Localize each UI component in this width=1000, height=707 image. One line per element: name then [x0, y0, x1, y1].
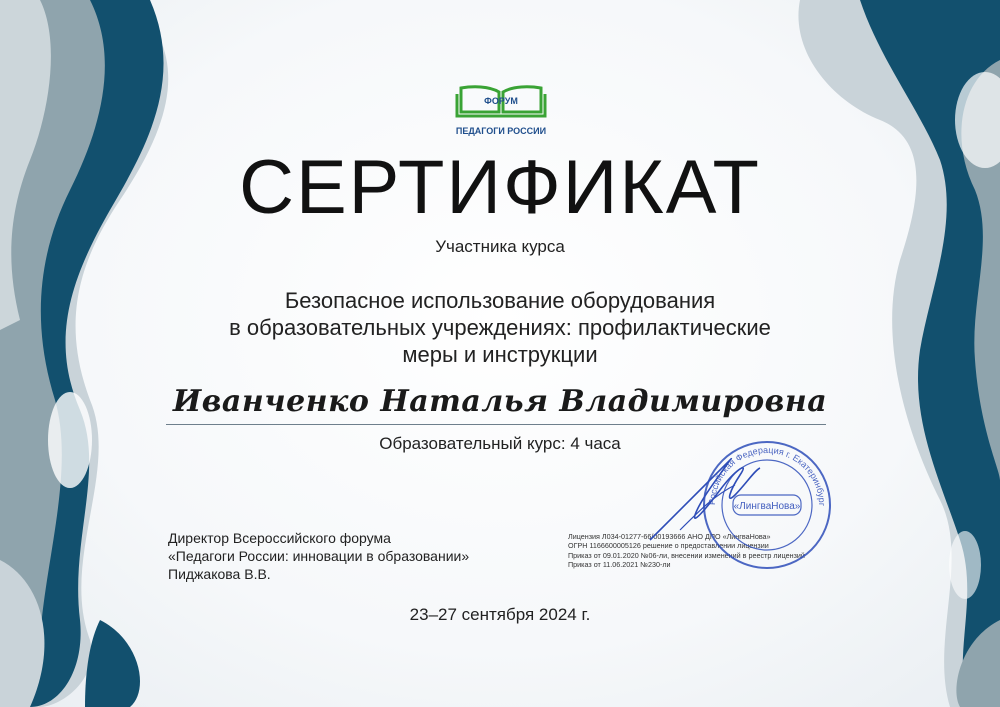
certificate-date: 23–27 сентября 2024 г.: [409, 605, 591, 624]
forum-logo: [455, 80, 547, 140]
course-title-line: в образовательных учреждениях: профилактические: [229, 315, 771, 340]
course-title-line: Безопасное использование оборудования: [284, 288, 716, 313]
organization-stamp: [700, 438, 834, 572]
participant-name: Иванченко Наталья Владимировна: [172, 384, 828, 419]
course-title: [0, 287, 1000, 368]
license-line: Приказ от 11.06.2021 №230-ли: [568, 560, 671, 570]
course-duration: Образовательный курс: 4 часа: [379, 434, 621, 453]
director-line: «Педагоги России: инновации в образовании»: [168, 548, 470, 564]
director-line: Пиджакова В.В.: [168, 566, 271, 582]
certificate-subtitle: Участника курса: [435, 237, 565, 256]
stamp-ring-text: Российская Федерация г. Екатеринбург: [706, 444, 828, 507]
stamp-center-text: «ЛингваНова»: [733, 501, 801, 512]
director-block: [168, 529, 469, 583]
svg-text:Российская Федерация г. Екатер: [707, 445, 827, 507]
license-line: ОГРН 1166600005126 решение о предоставлении лицензии: [568, 541, 769, 551]
logo-top-text: ФОРУМ: [484, 96, 518, 106]
logo-bottom-text: ПЕДАГОГИ РОССИИ: [455, 126, 547, 136]
course-title-line: меры и инструкции: [402, 342, 598, 367]
license-line: Приказ от 09.01.2020 №06-ли, внесении изменений в реестр лицензий: [568, 550, 805, 560]
license-line: Лицензия Л034-01277-66/00193666 АНО ДПО «ЛингваНова»: [568, 532, 771, 541]
director-line: Директор Всероссийского форума: [168, 530, 391, 546]
name-underline: [166, 424, 826, 425]
certificate-title: СЕРТИФИКАТ: [239, 145, 761, 230]
